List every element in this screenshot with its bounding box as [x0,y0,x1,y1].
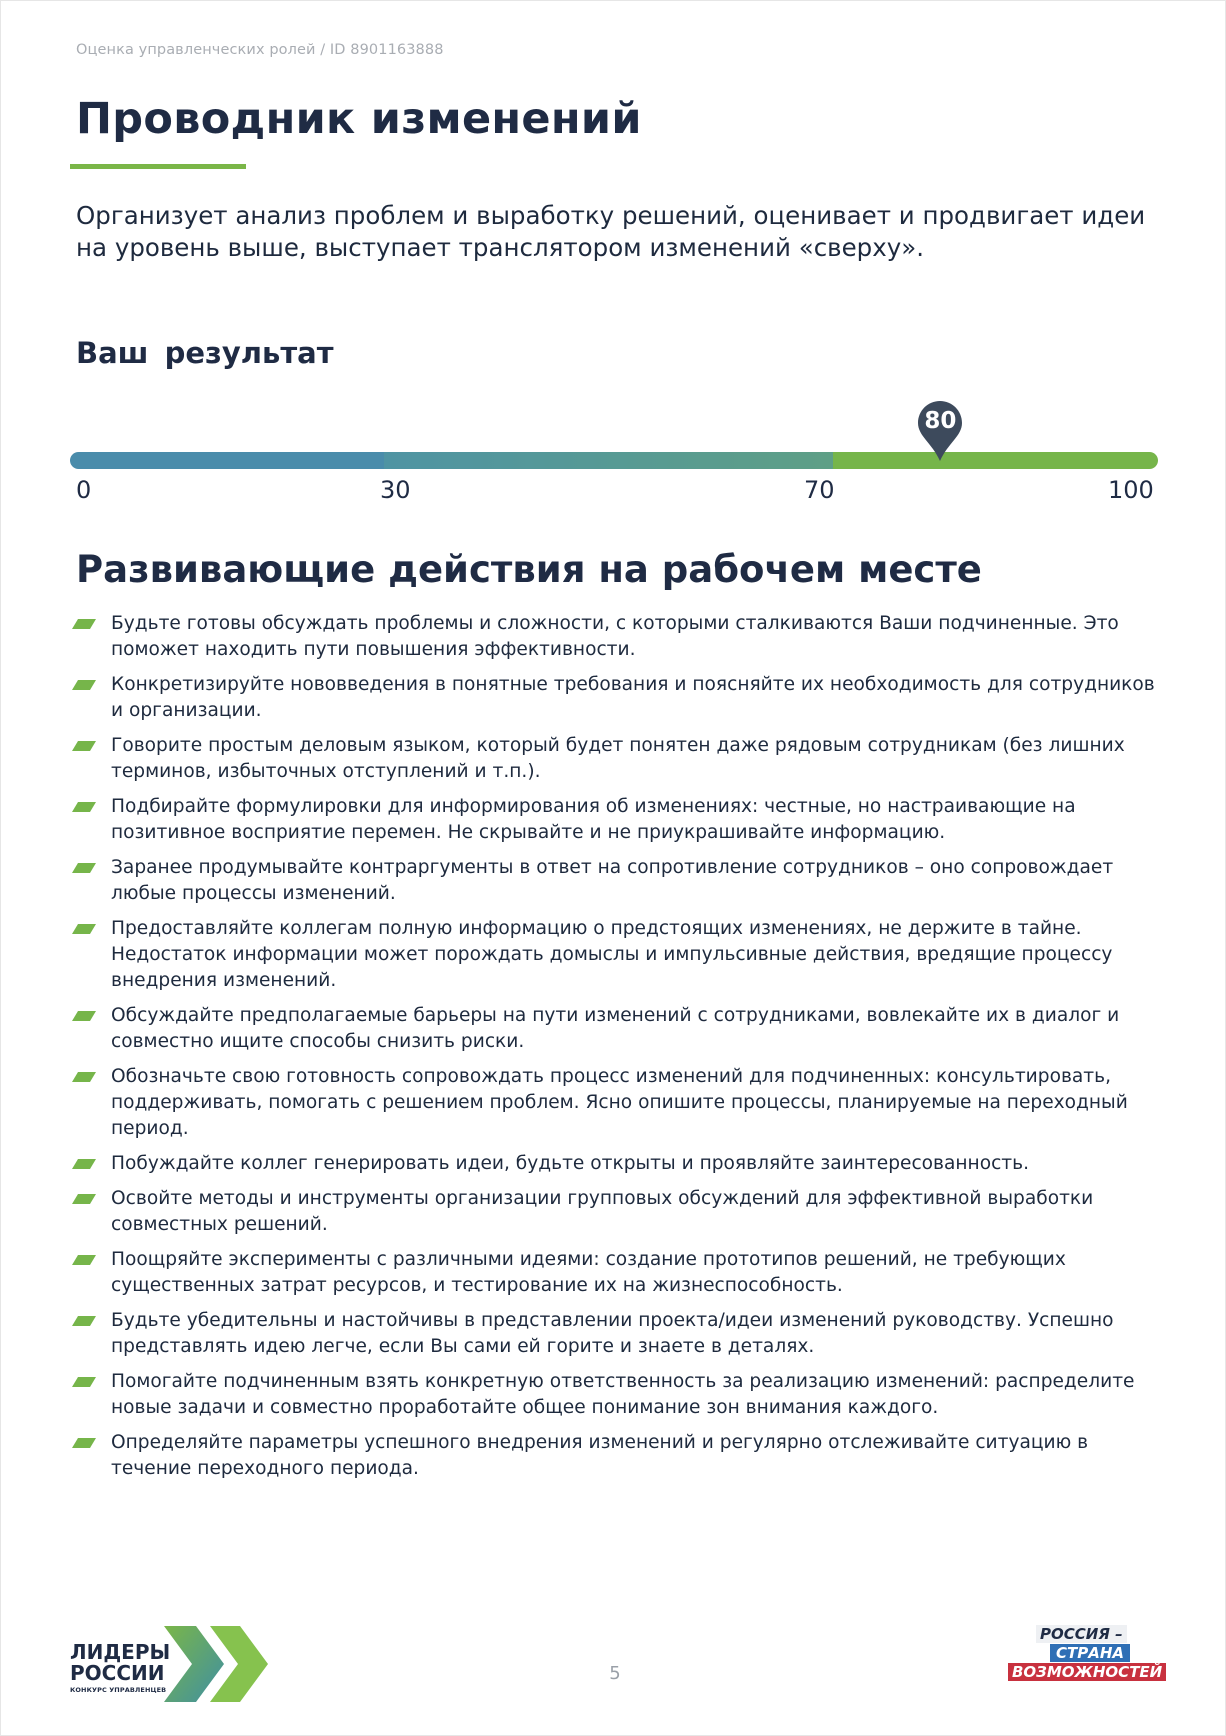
score-scale [70,452,1158,469]
action-item [72,794,1162,846]
logo-tagline: КОНКУРС УПРАВЛЕНЦЕВ [70,1686,167,1694]
action-text: Определяйте параметры успешного внедрения изменений и регулярно отслеживайте ситуацию в течение переходного периода. [111,1432,1089,1479]
actions-title: Развивающие действия на рабочем месте [76,548,982,591]
header-id: Оценка управленческих ролей / ID 8901163888 [76,42,444,58]
leaf-bullet-icon [72,800,96,814]
leaf-bullet-icon [72,1070,96,1084]
leaf-bullet-icon [72,739,96,753]
action-text: Конкретизируйте нововведения в понятные требования и поясняйте их необходимость для сотрудников и организации. [111,674,1155,721]
result-title: Ваш результат [76,336,334,370]
leaf-bullet-icon [72,1009,96,1023]
leaf-bullet-icon [72,1253,96,1267]
stamp-line-3: ВОЗМОЖНОСТЕЙ [1008,1663,1166,1681]
scale-tick-0: 0 [76,476,92,504]
action-text: Будьте готовы обсуждать проблемы и сложности, с которыми сталкиваются Ваши подчиненные. Это поможет находить пути повышения эффективности. [111,613,1119,660]
action-text: Помогайте подчиненным взять конкретную ответственность за реализацию изменений: распределите новые задачи и совместно проработайте общее понимание зон внимания каждого. [111,1371,1135,1418]
logo-line-2: РОССИИ [70,1661,165,1685]
leaf-bullet-icon [72,1314,96,1328]
page-number: 5 [609,1663,621,1684]
leaf-bullet-icon [72,1157,96,1171]
russia-stamp [1004,1624,1164,1690]
action-text: Заранее продумывайте контраргументы в ответ на сопротивление сотрудников – оно сопровождает любые процессы изменений. [111,857,1114,904]
action-item [72,1003,1162,1055]
action-text: Будьте убедительны и настойчивы в представлении проекта/идеи изменений руководству. Успешно представлять идею легче, если Вы сами ей горите и знаете в деталях. [111,1310,1114,1357]
action-text: Поощряйте эксперименты с различными идеями: создание прототипов решений, не требующих существенных затрат ресурсов, и тестирование их на жизнеспособность. [111,1249,1066,1296]
leaf-bullet-icon [72,1375,96,1389]
actions-list [72,611,1162,1491]
action-text: Обозначьте свою готовность сопровождать процесс изменений для подчиненных: консультировать, поддерживать, помогать с решением проблем. Ясно опишите процессы, планируемые на переходный период. [111,1066,1128,1139]
role-description: Организует анализ проблем и выработку решений, оценивает и продвигает идеи на уровень выше, выступает транслятором изменений «сверху». [76,201,1146,262]
leaf-bullet-icon [72,1192,96,1206]
action-item [72,733,1162,785]
scale-segment-high [833,452,1158,469]
action-item [72,1430,1162,1482]
scale-tick-30: 30 [380,476,411,504]
action-item [72,1247,1162,1299]
logo-line-1: ЛИДЕРЫ [70,1640,171,1664]
score-value: 80 [924,408,957,434]
action-item [72,611,1162,663]
action-item [72,1151,1162,1177]
scale-tick-70: 70 [804,476,835,504]
action-item [72,855,1162,907]
action-text: Говорите простым деловым языком, который будет понятен даже рядовым сотрудникам (без лишних терминов, избыточных отступлений и т.п.). [111,735,1125,782]
page-title: Проводник изменений [76,94,642,144]
action-item [72,1369,1162,1421]
action-item [72,1186,1162,1238]
action-item [72,1064,1162,1142]
action-item [72,672,1162,724]
title-underline [70,164,246,169]
action-text: Освойте методы и инструменты организации групповых обсуждений для эффективной выработки совместных решений. [111,1188,1094,1235]
stamp-line-1: РОССИЯ – [1036,1625,1127,1643]
stamp-line-2: СТРАНА [1050,1644,1130,1662]
action-item [72,916,1162,994]
leaf-bullet-icon [72,678,96,692]
scale-segment-low [70,452,384,469]
action-text: Обсуждайте предполагаемые барьеры на пути изменений с сотрудниками, вовлекайте их в диалог и совместно ищите способы снизить риски. [111,1005,1120,1052]
leaf-bullet-icon [72,861,96,875]
action-text: Подбирайте формулировки для информирования об изменениях: честные, но настраивающие на позитивное восприятие перемен. Не скрывайте и не приукрашивайте информацию. [111,796,1076,843]
action-text: Побуждайте коллег генерировать идеи, будьте открыты и проявляйте заинтересованность. [111,1153,1030,1174]
leaf-bullet-icon [72,617,96,631]
action-text: Предоставляйте коллегам полную информацию о предстоящих изменениях, не держите в тайне. Недостаток информации может порождать домыслы и импульсивные действия, вредящие процессу внедрения изменений. [111,918,1113,991]
scale-segment-mid [384,452,832,469]
leaf-bullet-icon [72,922,96,936]
scale-tick-100: 100 [1108,476,1154,504]
action-item [72,1308,1162,1360]
leaf-bullet-icon [72,1436,96,1450]
